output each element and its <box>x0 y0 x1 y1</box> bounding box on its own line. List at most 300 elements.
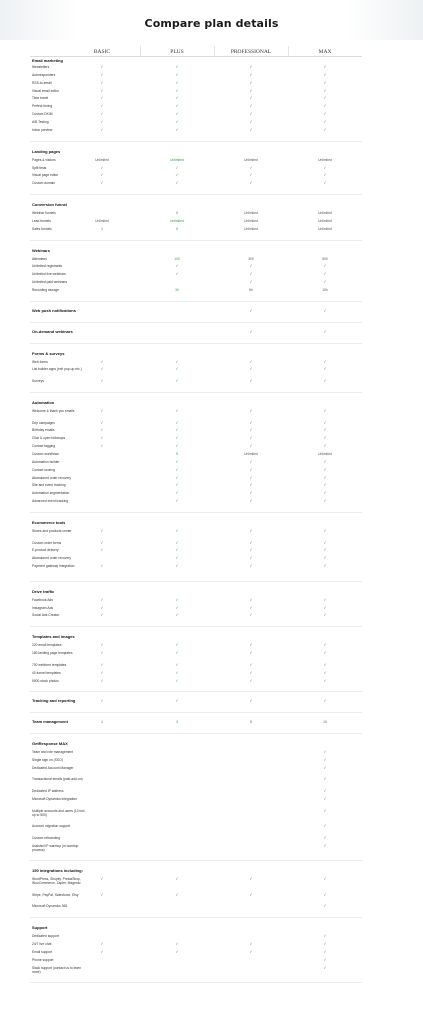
feature-value: 5 <box>176 226 178 231</box>
check-icon: ✓ <box>249 126 253 132</box>
feature-label: Assisted IP warmup (in warmup process) <box>32 843 79 852</box>
check-icon: ✓ <box>323 498 327 504</box>
check-icon: ✓ <box>323 458 327 464</box>
check-icon: ✓ <box>323 71 327 77</box>
check-icon: ✓ <box>100 527 104 533</box>
feature-label: Custom workflows <box>32 451 59 456</box>
check-icon: ✓ <box>249 563 253 569</box>
feature-label: Split tests <box>32 165 47 170</box>
section-divider <box>30 982 362 983</box>
check-icon: ✓ <box>175 358 179 364</box>
check-icon: ✓ <box>249 427 253 433</box>
feature-label: Stores and products center <box>32 528 72 533</box>
check-icon: ✓ <box>323 435 327 441</box>
section-title: Ecommerce tools <box>32 519 66 525</box>
feature-label: Inbox preview <box>32 127 53 132</box>
section-divider <box>30 626 362 627</box>
feature-label: Visual page editor <box>32 173 59 178</box>
feature-label: E-product delivery <box>32 548 59 553</box>
check-icon: ✓ <box>249 596 253 602</box>
check-icon: ✓ <box>175 443 179 449</box>
check-icon: ✓ <box>249 443 253 449</box>
check-icon: ✓ <box>323 407 327 413</box>
feature-label: Phone support <box>32 957 54 962</box>
check-icon: ✓ <box>175 435 179 441</box>
check-icon: ✓ <box>323 263 327 269</box>
check-icon: ✓ <box>323 118 327 124</box>
feature-label: Site and event tracking <box>32 483 66 488</box>
section-title: On-demand webinars <box>32 328 73 334</box>
check-icon: ✓ <box>100 547 104 553</box>
feature-label: Microsoft Dynamics 365 <box>32 904 68 909</box>
feature-value: 5 <box>176 451 178 456</box>
section-title: Landing pages <box>32 148 61 154</box>
check-icon: ✓ <box>100 64 104 69</box>
check-icon: ✓ <box>323 604 327 610</box>
feature-label: Birthday emails <box>32 428 55 433</box>
check-icon: ✓ <box>323 378 327 384</box>
feature-value: Unlimited <box>318 218 332 223</box>
check-icon: ✓ <box>175 427 179 433</box>
check-icon: ✓ <box>249 64 253 69</box>
check-icon: ✓ <box>323 807 327 813</box>
section-title: GetResponse MAX <box>32 741 68 747</box>
column-separator <box>214 46 215 56</box>
feature-label: Sales funnels <box>32 226 52 231</box>
check-icon: ✓ <box>323 776 327 782</box>
feature-label: Payment gateway integration <box>32 564 75 569</box>
feature-label: Attendees <box>32 256 47 261</box>
check-icon: ✓ <box>249 891 253 897</box>
section-title: Drive traffic <box>32 588 55 594</box>
check-icon: ✓ <box>175 547 179 553</box>
feature-value: 300 <box>248 256 254 261</box>
check-icon: ✓ <box>323 164 327 170</box>
check-icon: ✓ <box>323 823 327 828</box>
feature-label: 180 landing page templates <box>32 651 73 656</box>
check-icon: ✓ <box>100 126 104 132</box>
page-title: Compare plan details <box>144 17 279 30</box>
check-icon: ✓ <box>249 876 253 882</box>
check-icon: ✓ <box>100 661 104 667</box>
check-icon: ✓ <box>175 698 179 704</box>
section-divider <box>30 512 362 513</box>
check-icon: ✓ <box>175 498 179 504</box>
feature-label: A/B Testing <box>32 119 49 124</box>
check-icon: ✓ <box>249 95 253 101</box>
check-icon: ✓ <box>249 612 253 618</box>
check-icon: ✓ <box>323 749 327 755</box>
feature-label: Transactional emails (paid add-on) <box>32 777 83 782</box>
feature-label: RSS-to-email <box>32 80 52 85</box>
check-icon: ✓ <box>323 79 327 85</box>
check-icon: ✓ <box>175 164 179 170</box>
check-icon: ✓ <box>323 756 327 762</box>
check-icon: ✓ <box>323 95 327 101</box>
check-icon: ✓ <box>323 964 327 970</box>
feature-label: Custom DKIM <box>32 112 53 117</box>
feature-value: Unlimited <box>318 226 332 231</box>
check-icon: ✓ <box>249 555 253 561</box>
check-icon: ✓ <box>323 466 327 472</box>
column-separator <box>288 46 289 56</box>
check-icon: ✓ <box>100 172 104 178</box>
feature-label: 24/7 live chat <box>32 941 52 946</box>
feature-label: Drip campaigns <box>32 420 55 425</box>
feature-value: Unlimited <box>244 218 258 223</box>
feature-label: WordPress, Shopify, PrestaShop, WooCommerce, Zapier, Magento <box>32 877 81 886</box>
feature-value: 5 <box>176 211 178 216</box>
check-icon: ✓ <box>175 378 179 384</box>
feature-label: Autoresponders <box>32 72 56 77</box>
check-icon: ✓ <box>323 612 327 618</box>
check-icon: ✓ <box>249 669 253 675</box>
check-icon: ✓ <box>100 698 104 704</box>
check-icon: ✓ <box>249 118 253 124</box>
feature-value: Unlimited <box>244 157 258 162</box>
plan-header-max: MAX <box>318 49 332 55</box>
section-title: Templates and images <box>32 634 75 640</box>
check-icon: ✓ <box>323 180 327 186</box>
feature-label: Unlimited live webinars <box>32 272 66 277</box>
check-icon: ✓ <box>323 427 327 433</box>
feature-label: 5000 stock photos <box>32 678 59 683</box>
check-icon: ✓ <box>175 64 179 69</box>
check-icon: ✓ <box>323 87 327 93</box>
check-icon: ✓ <box>323 795 327 801</box>
feature-label: Single sign on (SSO) <box>32 757 63 762</box>
check-icon: ✓ <box>323 490 327 496</box>
check-icon: ✓ <box>100 164 104 170</box>
check-icon: ✓ <box>100 650 104 656</box>
check-icon: ✓ <box>175 126 179 132</box>
check-icon: ✓ <box>249 263 253 269</box>
check-icon: ✓ <box>249 661 253 667</box>
check-icon: ✓ <box>175 563 179 569</box>
check-icon: ✓ <box>323 650 327 656</box>
check-icon: ✓ <box>323 669 327 675</box>
feature-label: Automation segmentation <box>32 491 70 496</box>
section-title: Email marketing <box>32 58 63 63</box>
feature-label: Custom rebranding <box>32 835 61 840</box>
section-title: 150 integrations including: <box>32 868 83 874</box>
check-icon: ✓ <box>323 271 327 277</box>
check-icon: ✓ <box>175 539 179 545</box>
section-divider <box>30 860 362 861</box>
header-divider <box>30 56 362 57</box>
feature-label: Instagram Ads <box>32 605 54 610</box>
check-icon: ✓ <box>323 956 327 962</box>
feature-label: Team and role management <box>32 750 74 755</box>
section-title: Forms & surveys <box>32 350 65 356</box>
check-icon: ✓ <box>323 307 327 313</box>
check-icon: ✓ <box>175 111 179 117</box>
check-icon: ✓ <box>100 669 104 675</box>
check-icon: ✓ <box>323 842 327 848</box>
feature-label: Welcome & thank you emails <box>32 408 75 413</box>
comparison-table <box>30 46 362 1024</box>
check-icon: ✓ <box>100 563 104 569</box>
section-divider <box>30 194 362 195</box>
feature-label: Visual email editor <box>32 88 59 93</box>
check-icon: ✓ <box>323 677 327 683</box>
check-icon: ✓ <box>323 661 327 667</box>
check-icon: ✓ <box>249 604 253 610</box>
check-icon: ✓ <box>175 482 179 488</box>
check-icon: ✓ <box>323 933 327 939</box>
check-icon: ✓ <box>249 366 253 372</box>
check-icon: ✓ <box>249 103 253 109</box>
feature-label: Pages & visitors <box>32 157 56 162</box>
check-icon: ✓ <box>323 891 327 897</box>
section-divider <box>30 322 362 323</box>
check-icon: ✓ <box>249 466 253 472</box>
check-icon: ✓ <box>175 263 179 269</box>
check-icon: ✓ <box>175 555 179 561</box>
feature-value: 500 <box>322 256 328 261</box>
section-divider <box>30 343 362 344</box>
section-title: Team management <box>32 719 68 725</box>
feature-label: Email support <box>32 949 53 954</box>
check-icon: ✓ <box>175 876 179 882</box>
check-icon: ✓ <box>175 419 179 425</box>
check-icon: ✓ <box>323 642 327 648</box>
check-icon: ✓ <box>100 378 104 384</box>
check-icon: ✓ <box>100 443 104 449</box>
check-icon: ✓ <box>323 555 327 561</box>
check-icon: ✓ <box>175 612 179 618</box>
feature-label: Surveys <box>32 379 44 384</box>
section-title: Web push notifications <box>32 307 76 313</box>
feature-label: Web forms <box>32 359 48 364</box>
feature-label: 220 email templates <box>32 643 62 648</box>
check-icon: ✓ <box>175 527 179 533</box>
check-icon: ✓ <box>100 71 104 77</box>
check-icon: ✓ <box>175 466 179 472</box>
feature-label: Social Ads Creator <box>32 613 60 618</box>
check-icon: ✓ <box>249 677 253 683</box>
check-icon: ✓ <box>175 458 179 464</box>
check-icon: ✓ <box>100 539 104 545</box>
check-icon: ✓ <box>323 111 327 117</box>
feature-label: Lead funnels <box>32 218 51 223</box>
check-icon: ✓ <box>323 328 327 334</box>
check-icon: ✓ <box>100 876 104 882</box>
check-icon: ✓ <box>323 172 327 178</box>
check-icon: ✓ <box>323 279 327 285</box>
section-title: Tracking and reporting <box>32 698 76 704</box>
check-icon: ✓ <box>249 547 253 553</box>
check-icon: ✓ <box>175 474 179 480</box>
feature-value: Unlimited <box>244 226 258 231</box>
feature-label: Dedicated support <box>32 934 59 939</box>
check-icon: ✓ <box>175 271 179 277</box>
feature-value: Unlimited <box>244 451 258 456</box>
feature-value: Unlimited <box>95 218 109 223</box>
check-icon: ✓ <box>323 539 327 545</box>
feature-label: Contact tagging <box>32 444 56 449</box>
check-icon: ✓ <box>323 547 327 553</box>
check-icon: ✓ <box>100 366 104 372</box>
check-icon: ✓ <box>100 612 104 618</box>
check-icon: ✓ <box>249 180 253 186</box>
feature-value: 1 <box>101 720 103 725</box>
check-icon: ✓ <box>323 366 327 372</box>
section-divider <box>30 581 362 582</box>
check-icon: ✓ <box>249 111 253 117</box>
check-icon: ✓ <box>323 563 327 569</box>
section-title: Conversion funnel <box>32 202 68 208</box>
plan-header-professional: PROFESSIONAL <box>230 49 272 55</box>
feature-label: Unlimited registrants <box>32 264 63 269</box>
section-divider <box>30 392 362 393</box>
check-icon: ✓ <box>175 79 179 85</box>
check-icon: ✓ <box>323 103 327 109</box>
check-icon: ✓ <box>175 642 179 648</box>
check-icon: ✓ <box>175 669 179 675</box>
check-icon: ✓ <box>323 948 327 954</box>
check-icon: ✓ <box>100 419 104 425</box>
check-icon: ✓ <box>323 126 327 132</box>
check-icon: ✓ <box>249 948 253 954</box>
check-icon: ✓ <box>249 642 253 648</box>
check-icon: ✓ <box>100 891 104 897</box>
check-icon: ✓ <box>249 698 253 704</box>
feature-label: Webinar funnels <box>32 211 56 216</box>
check-icon: ✓ <box>249 458 253 464</box>
check-icon: ✓ <box>249 358 253 364</box>
check-icon: ✓ <box>323 482 327 488</box>
feature-label: Click & open followups <box>32 436 66 441</box>
check-icon: ✓ <box>323 64 327 69</box>
check-icon: ✓ <box>323 358 327 364</box>
feature-value: Unlimited <box>170 218 184 223</box>
feature-label: Multiple accounts and users (10 incl., up to 500) <box>32 808 87 817</box>
section-title: Webinars <box>32 247 50 253</box>
feature-label: Contact scoring <box>32 467 55 472</box>
check-icon: ✓ <box>175 180 179 186</box>
check-icon: ✓ <box>249 940 253 946</box>
check-icon: ✓ <box>175 650 179 656</box>
check-icon: ✓ <box>249 79 253 85</box>
feature-value: 10 <box>323 720 327 725</box>
feature-label: Dedicated IP address <box>32 789 64 794</box>
check-icon: ✓ <box>175 407 179 413</box>
feature-value: Unlimited <box>244 211 258 216</box>
check-icon: ✓ <box>249 378 253 384</box>
check-icon: ✓ <box>323 940 327 946</box>
feature-value: Unlimited <box>318 211 332 216</box>
feature-label: Recording storage <box>32 288 59 292</box>
column-separator <box>140 46 141 56</box>
check-icon: ✓ <box>175 661 179 667</box>
feature-value: 6h <box>249 288 253 292</box>
check-icon: ✓ <box>100 79 104 85</box>
check-icon: ✓ <box>249 474 253 480</box>
check-icon: ✓ <box>175 604 179 610</box>
section-title: Automation <box>32 399 55 405</box>
feature-label: Dedicated Account Manager <box>32 765 74 770</box>
section-divider <box>30 141 362 142</box>
check-icon: ✓ <box>323 903 327 909</box>
section-divider <box>30 917 362 918</box>
feature-label: Perfect timing <box>32 104 53 109</box>
check-icon: ✓ <box>249 172 253 178</box>
check-icon: ✓ <box>175 948 179 954</box>
feature-value: Unlimited <box>170 157 184 162</box>
feature-label: Newsletters <box>32 65 50 69</box>
check-icon: ✓ <box>175 677 179 683</box>
check-icon: ✓ <box>100 87 104 93</box>
check-icon: ✓ <box>175 490 179 496</box>
feature-value: Unlimited <box>318 157 332 162</box>
check-icon: ✓ <box>100 407 104 413</box>
feature-label: 40 funnel templates <box>32 670 61 675</box>
check-icon: ✓ <box>323 527 327 533</box>
check-icon: ✓ <box>100 940 104 946</box>
feature-label: Abandoned order recovery <box>32 556 72 561</box>
feature-label: Slack support (contact us to learn more) <box>32 965 81 974</box>
check-icon: ✓ <box>175 366 179 372</box>
check-icon: ✓ <box>249 539 253 545</box>
feature-label: Advanced event tracking <box>32 499 69 504</box>
check-icon: ✓ <box>100 677 104 683</box>
section-divider <box>30 733 362 734</box>
check-icon: ✓ <box>323 698 327 704</box>
check-icon: ✓ <box>249 482 253 488</box>
feature-value: 5 <box>250 720 252 725</box>
feature-value: Unlimited <box>95 157 109 162</box>
check-icon: ✓ <box>175 118 179 124</box>
check-icon: ✓ <box>100 427 104 433</box>
check-icon: ✓ <box>100 111 104 117</box>
check-icon: ✓ <box>323 596 327 602</box>
check-icon: ✓ <box>100 604 104 610</box>
feature-label: Stripe, PayPal, Salesforce, Etsy <box>32 892 79 897</box>
check-icon: ✓ <box>175 103 179 109</box>
feature-label: Automation builder <box>32 459 60 464</box>
check-icon: ✓ <box>100 435 104 441</box>
check-icon: ✓ <box>100 358 104 364</box>
check-icon: ✓ <box>249 279 253 285</box>
check-icon: ✓ <box>100 948 104 954</box>
check-icon: ✓ <box>175 71 179 77</box>
plan-header-basic: BASIC <box>93 49 111 55</box>
check-icon: ✓ <box>100 596 104 602</box>
check-icon: ✓ <box>323 764 327 770</box>
plan-header-plus: PLUS <box>170 49 184 55</box>
section-divider <box>30 691 362 692</box>
check-icon: ✓ <box>249 307 253 313</box>
check-icon: ✓ <box>175 596 179 602</box>
check-icon: ✓ <box>249 328 253 334</box>
check-icon: ✓ <box>175 891 179 897</box>
check-icon: ✓ <box>323 474 327 480</box>
feature-label: Account migration support <box>32 824 71 828</box>
check-icon: ✓ <box>100 180 104 186</box>
feature-label: Custom domain <box>32 181 56 186</box>
check-icon: ✓ <box>249 407 253 413</box>
feature-label: Unlimited paid webinars <box>32 280 68 285</box>
check-icon: ✓ <box>175 95 179 101</box>
feature-value: 3 <box>176 720 178 725</box>
check-icon: ✓ <box>249 419 253 425</box>
section-divider <box>30 301 362 302</box>
feature-label: List builder apps (exit pop-up etc.) <box>32 367 82 372</box>
feature-label: Facebook Ads <box>32 597 53 602</box>
feature-label: Time travel <box>32 96 49 101</box>
check-icon: ✓ <box>249 527 253 533</box>
